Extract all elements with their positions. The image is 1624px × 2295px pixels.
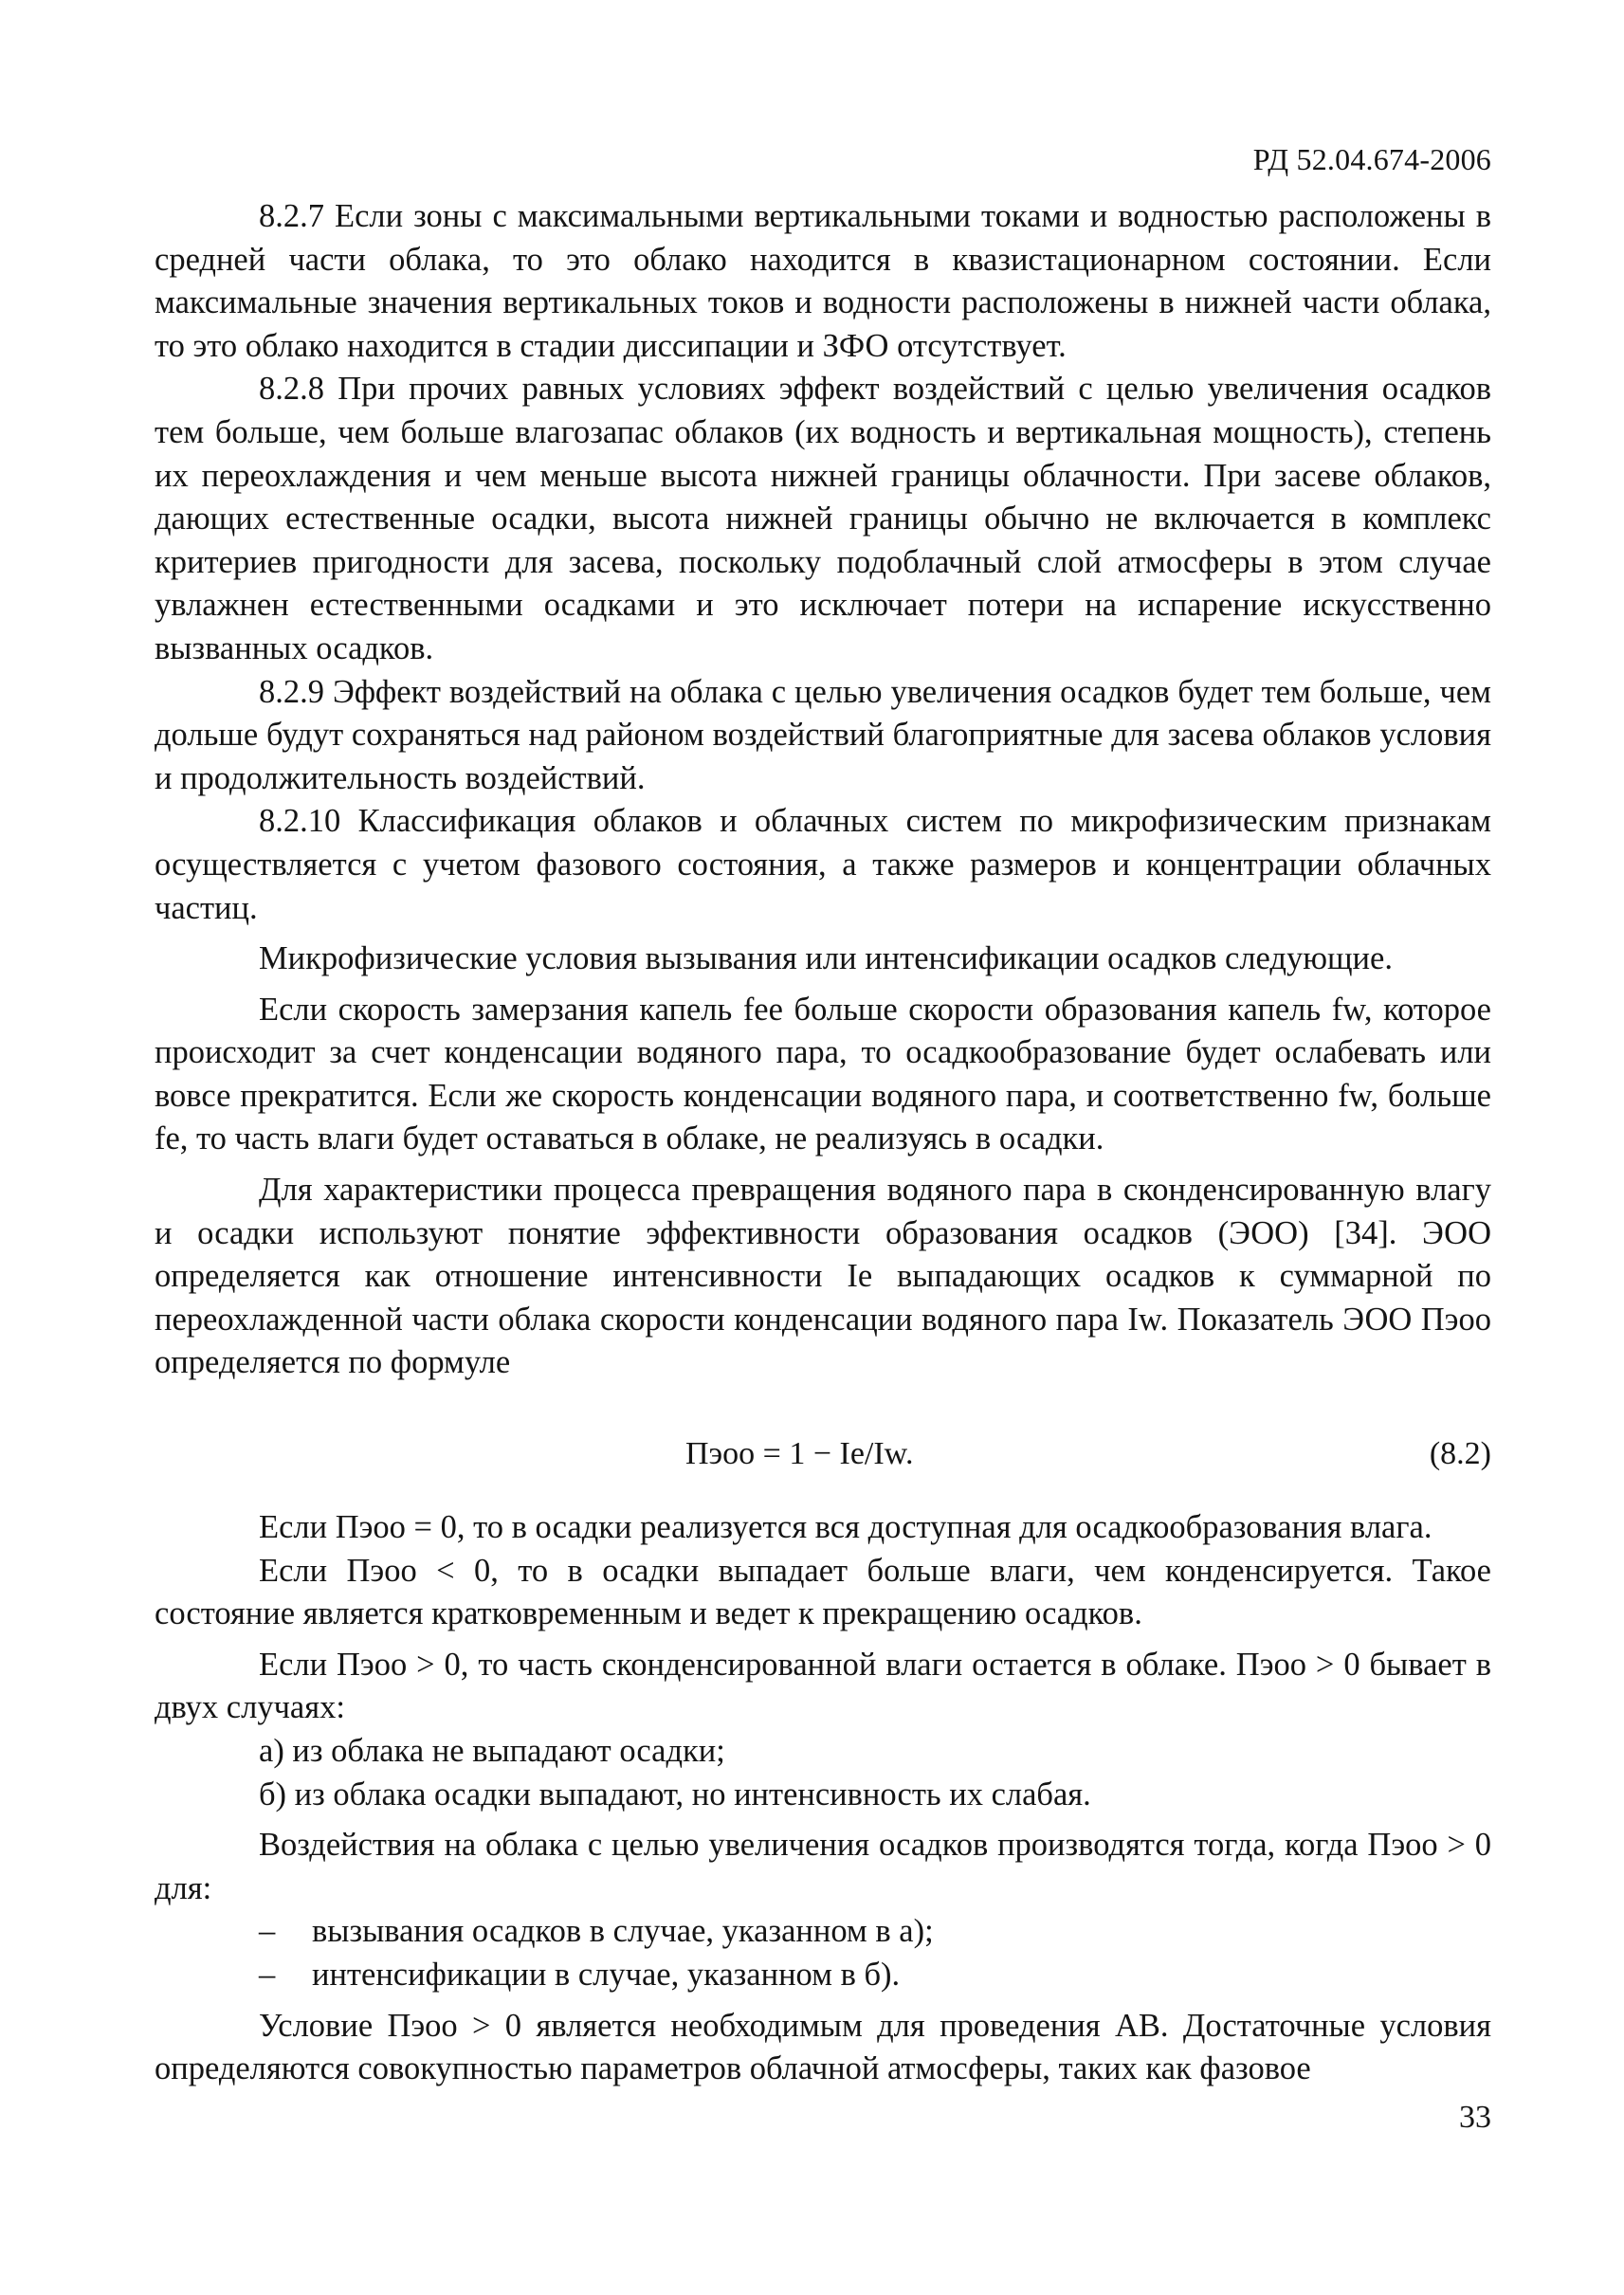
- paragraph-8-2-10: 8.2.10 Классификация облаков и облачных систем по микрофизическим признакам осуществляется с учетом фазового состояния, а также размеров и концентрации облачных частиц.: [155, 803, 1491, 926]
- document-code: РД 52.04.674-2006: [1252, 142, 1491, 176]
- paragraph-p-equals-zero: Если Пэоо = 0, то в осадки реализуется вся доступная для осадкообразования влага.: [259, 1509, 1432, 1546]
- paragraph-8-2-9: 8.2.9 Эффект воздействий на облака с целью увеличения осадков будет тем больше, чем дольше будут сохраняться над районом воздействий благоприятные для засева облаков условия и продолжительность воздействий.: [155, 673, 1491, 796]
- paragraph-8-2-8: 8.2.8 При прочих равных условиях эффект воздействий с целью увеличения осадков тем больше, чем больше влагозапас облаков (их водность и вертикальная мощность), степень их переохлаждения и чем меньше высота нижней границы облачности. При засеве облаков, дающих естественные осадки, высота нижней границы обычно не включается в комплекс критериев пригодности для засева, поскольку подоблачный слой атмосферы в этом случае увлажнен естественными осадками и это исключает потери на испарение искусственно вызванных осадков.: [155, 371, 1491, 666]
- body-text: [155, 195, 1491, 2091]
- dash-item-text: вызывания осадков в случае, указанном в а);: [312, 1913, 934, 1950]
- formula-number: (8.2): [1429, 1436, 1491, 1472]
- formula-8-2: Пэоо = 1 − Ie/Iw.: [685, 1436, 914, 1472]
- paragraph-seeding-conditions: Воздействия на облака с целью увеличения осадков производятся тогда, когда Пэоо > 0 для:: [155, 1827, 1491, 1906]
- paragraph-necessary-condition: Условие Пэоо > 0 является необходимым для проведения АВ. Достаточные условия определяются совокупностью параметров облачной атмосферы, таких как фазовое: [155, 2007, 1491, 2087]
- formula-row: [155, 1413, 1491, 1506]
- dash-item-inducing: [155, 1910, 1491, 1954]
- paragraph-p-less-zero: Если Пэоо < 0, то в осадки выпадает больше влаги, чем конденсируется. Такое состояние является кратковременным и ведет к прекращению осадков.: [155, 1552, 1491, 1632]
- dash-marker: –: [259, 1956, 276, 1993]
- case-item-b: б) из облака осадки выпадают, но интенсивность их слабая.: [259, 1776, 1091, 1812]
- paragraph-freezing-speed: Если скорость замерзания капель fee больше скорости образования капель fw, которое происходит за счет конденсации водяного пара, то осадкообразование будет ослабевать или вовсе прекратится. Если же скорость конденсации водяного пара, и соответственно fw, больше fe, то часть влаги будет оставаться в облаке, не реализуясь в осадки.: [155, 991, 1491, 1157]
- paragraph-8-2-7: 8.2.7 Если зоны с максимальными вертикальными токами и водностью расположены в средней части облака, то это облако находится в квазистационарном состоянии. Если максимальные значения вертикальных токов и водности расположены в нижней части облака, то это облако находится в стадии диссипации и ЗФО отсутствует.: [155, 198, 1491, 364]
- dash-item-intensification: [155, 1954, 1491, 1997]
- case-item-a: а) из облака не выпадают осадки;: [259, 1733, 725, 1769]
- dash-item-text: интенсификации в случае, указанном в б).: [312, 1956, 901, 1993]
- page-number: 33: [1459, 2100, 1491, 2135]
- dash-marker: –: [259, 1913, 276, 1950]
- paragraph-microphysical-conditions: Микрофизические условия вызывания или интенсификации осадков следующие.: [259, 940, 1393, 977]
- paragraph-precipitation-efficiency: Для характеристики процесса превращения водяного пара в сконденсированную влагу и осадки используют понятие эффективности образования осадков (ЭОО) [34]. ЭОО определяется как отношение интенсивности Ie выпадающих осадков к суммарной по переохлажденной части облака скорости конденсации водяного пара Iw. Показатель ЭОО Пэоо определяется по формуле: [155, 1172, 1491, 1381]
- paragraph-p-greater-zero: Если Пэоо > 0, то часть сконденсированной влаги остается в облаке. Пэоо > 0 бывает в двух случаях:: [155, 1646, 1491, 1726]
